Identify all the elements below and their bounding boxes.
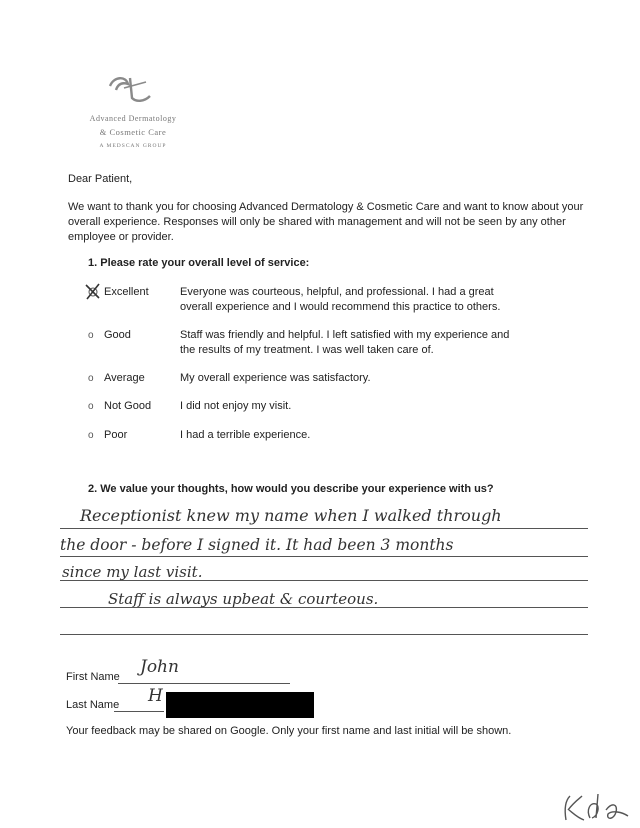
last-name-value[interactable]: H xyxy=(148,686,163,706)
practice-logo-icon xyxy=(104,72,156,108)
option-average-label: Average xyxy=(104,372,145,384)
handwritten-answer-line-3[interactable]: since my last visit. xyxy=(62,563,203,581)
logo-text-line2: & Cosmetic Care xyxy=(99,127,167,137)
option-not-good-radio[interactable]: o xyxy=(88,401,94,412)
answer-line-5 xyxy=(60,634,588,635)
option-good-label: Good xyxy=(104,329,131,341)
option-good-desc: Staff was friendly and helpful. I left satisfied with my experience and the results of my treatment. I was well taken care of. xyxy=(180,329,510,356)
option-excellent-desc: Everyone was courteous, helpful, and professional. I had a great overall experience and I would recommend this practice to others. xyxy=(180,286,501,313)
option-excellent-label: Excellent xyxy=(104,286,149,298)
option-poor-desc: I had a terrible experience. xyxy=(180,429,311,441)
option-not-good-desc: I did not enjoy my visit. xyxy=(180,400,292,412)
footer-note: Your feedback may be shared on Google. Only your first name and last initial will be shown. xyxy=(66,725,512,737)
logo-text-line3: A MEDSCAN GROUP xyxy=(99,143,167,149)
option-not-good-label: Not Good xyxy=(104,400,152,412)
first-name-value[interactable]: John xyxy=(140,657,179,677)
logo-text-line1: Advanced Dermatology xyxy=(89,114,177,123)
last-name-line xyxy=(114,711,164,712)
question-1-label: 1. Please rate your overall level of service: xyxy=(88,257,310,269)
option-poor-radio[interactable]: o xyxy=(88,430,94,441)
redaction-bar xyxy=(166,692,314,718)
option-average-radio[interactable]: o xyxy=(88,373,94,384)
option-good-radio[interactable]: o xyxy=(88,330,94,341)
handwritten-answer-line-2[interactable]: the door - before I signed it. It had been 3 months xyxy=(60,536,454,554)
option-average-desc: My overall experience was satisfactory. xyxy=(180,372,371,384)
question-2-label: 2. We value your thoughts, how would you describe your experience with us? xyxy=(88,483,494,495)
handwritten-initials-icon xyxy=(560,790,632,824)
first-name-line xyxy=(118,683,290,684)
intro-paragraph: We want to thank you for choosing Advanced Dermatology & Cosmetic Care and want to know about your overall experience. Responses will only be shared with management and will not be seen by any other employee or provider. xyxy=(68,201,584,243)
option-poor-label: Poor xyxy=(104,429,128,441)
last-name-label: Last Name xyxy=(66,699,120,711)
handwritten-answer-line-1[interactable]: Receptionist knew my name when I walked through xyxy=(80,506,502,525)
answer-line-1 xyxy=(60,528,588,529)
greeting: Dear Patient, xyxy=(68,173,133,185)
answer-line-2 xyxy=(60,556,588,557)
handwritten-answer-line-4[interactable]: Staff is always upbeat & courteous. xyxy=(108,590,379,608)
excellent-checkbox-x-icon[interactable] xyxy=(84,282,102,300)
first-name-label: First Name xyxy=(66,671,120,683)
